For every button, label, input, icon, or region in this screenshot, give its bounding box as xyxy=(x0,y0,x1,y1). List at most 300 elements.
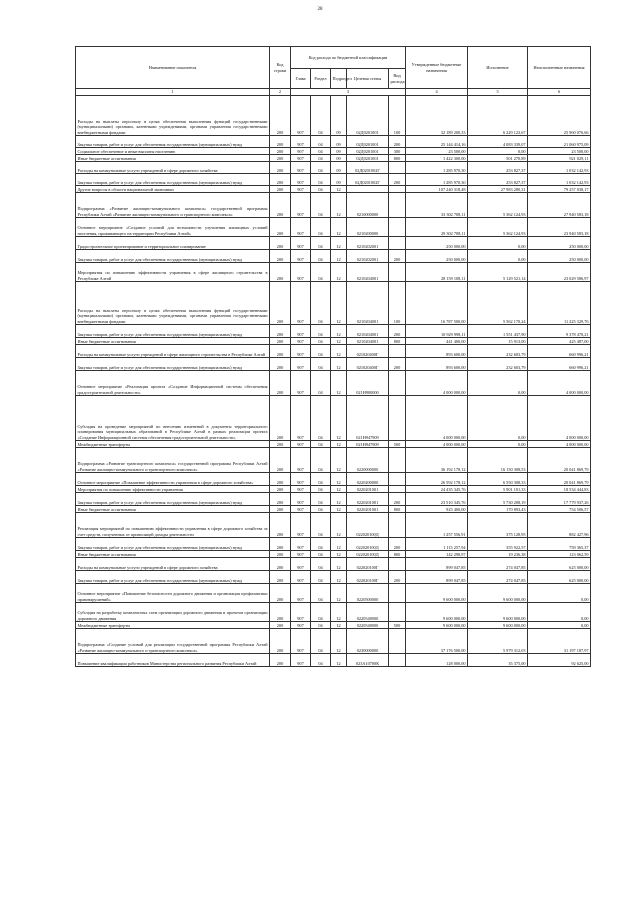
row-target: 0220500000 xyxy=(347,584,389,603)
row-podrazdel: 12 xyxy=(331,193,347,218)
row-podrazdel: 12 xyxy=(331,513,347,538)
column-number: 3 xyxy=(291,89,406,96)
row-unexecuted: 4 000 000,00 xyxy=(528,371,591,396)
row-executed: 232 603,79 xyxy=(468,358,528,371)
row-executed: 232 603,79 xyxy=(468,345,528,358)
row-executed: 15 913,00 xyxy=(468,338,528,345)
table-row xyxy=(76,358,591,371)
row-glava: 907 xyxy=(291,654,311,667)
row-podrazdel: 12 xyxy=(331,551,347,558)
row-razdel: 04 xyxy=(311,622,331,629)
row-glava: 907 xyxy=(291,96,311,136)
row-unexecuted: 660 996,21 xyxy=(528,358,591,371)
row-target: 0220000000 xyxy=(347,448,389,473)
row-razdel: 04 xyxy=(311,506,331,513)
row-unexecuted: 1 032 142,93 xyxy=(528,162,591,174)
row-name: Субсидия на проведение мероприятий по внесению изменений в документы территориального планирования муниципальных образований в Республике Алтай в рамках реализации проекта «Создание Информационной системы обеспечения градостроительной деятельности» xyxy=(76,396,270,441)
row-executed: 0,00 xyxy=(468,237,528,250)
row-name: Иные бюджетные ассигнования xyxy=(76,506,270,513)
row-code-line: 200 xyxy=(270,558,291,571)
row-code-line: 200 xyxy=(270,506,291,513)
row-code-line: 200 xyxy=(270,654,291,667)
table-row xyxy=(76,193,591,218)
row-podrazdel: 12 xyxy=(331,396,347,441)
row-target: 0220201001 xyxy=(347,486,389,493)
row-code-line: 200 xyxy=(270,345,291,358)
row-unexecuted: 123 062,59 xyxy=(528,551,591,558)
row-razdel: 04 xyxy=(311,441,331,448)
row-razdel: 04 xyxy=(311,371,331,396)
row-podrazdel: 12 xyxy=(331,441,347,448)
row-name: Субсидия на разработку комплексных схем организации дорожного движения и проектов организации дорожного движения xyxy=(76,603,270,622)
row-code-line: 200 xyxy=(270,193,291,218)
row-podrazdel: 09 xyxy=(331,155,347,162)
row-target: 0210202001 xyxy=(347,237,389,250)
row-podrazdel: 12 xyxy=(331,622,347,629)
table-row xyxy=(76,250,591,263)
row-name: Закупка товаров, работ и услуг для обеспечения государственных (муниципальных) нужд xyxy=(76,538,270,551)
row-unexecuted: 20 041 869,79 xyxy=(528,473,591,486)
table-row xyxy=(76,622,591,629)
row-name: Расходы на коммунальные услуги учреждений в сфере дорожного хозяйства xyxy=(76,162,270,174)
row-approved: 16 787 500,00 xyxy=(406,282,468,325)
row-razdel: 04 xyxy=(311,250,331,263)
row-glava: 907 xyxy=(291,282,311,325)
header-unexecuted: Неисполненные назначения xyxy=(528,47,591,89)
row-glava: 907 xyxy=(291,493,311,506)
row-executed: 253 827,37 xyxy=(468,162,528,174)
column-number: 2 xyxy=(270,89,291,96)
row-razdel: 04 xyxy=(311,654,331,667)
row-code-line: 200 xyxy=(270,493,291,506)
row-expense-type xyxy=(389,584,406,603)
row-name: Расходы на выплаты персоналу в целях обеспечения выполнения функций государственными (муниципальными) органами, казенными учреждениями, органами управления государственными внебюджетными фондами xyxy=(76,96,270,136)
row-executed: 0,00 xyxy=(468,371,528,396)
row-expense-type xyxy=(389,263,406,282)
row-expense-type: 800 xyxy=(389,155,406,162)
table-row xyxy=(76,282,591,325)
row-name: Основное мероприятие «Реализация проекта «Создание Информационной системы обеспечения градостроительной деятельности» xyxy=(76,371,270,396)
table-row xyxy=(76,162,591,174)
row-target: 0220201001 xyxy=(347,493,389,506)
row-target: 022020100Г xyxy=(347,558,389,571)
row-razdel: 04 xyxy=(311,237,331,250)
row-target: 023А10700К xyxy=(347,654,389,667)
row-glava: 907 xyxy=(291,174,311,186)
row-unexecuted: 1 032 142,93 xyxy=(528,174,591,186)
row-unexecuted: 92 625,00 xyxy=(528,654,591,667)
row-expense-type: 800 xyxy=(389,551,406,558)
row-glava: 907 xyxy=(291,506,311,513)
row-target: 0230000000 xyxy=(347,629,389,654)
row-razdel: 04 xyxy=(311,174,331,186)
row-expense-type: 500 xyxy=(389,441,406,448)
row-approved: 250 000,00 xyxy=(406,237,468,250)
row-executed: 5 362 124,93 xyxy=(468,193,528,218)
table-row xyxy=(76,629,591,654)
row-executed: 35 375,00 xyxy=(468,654,528,667)
row-target: 02Д0201002Г xyxy=(347,174,389,186)
row-expense-type xyxy=(389,654,406,667)
row-code-line: 200 xyxy=(270,96,291,136)
row-executed: 16 150 308,53 xyxy=(468,448,528,473)
row-approved: 33 302 708,11 xyxy=(406,193,468,218)
row-podrazdel: 12 xyxy=(331,538,347,551)
row-unexecuted: 11 225 329,76 xyxy=(528,282,591,325)
row-code-line: 200 xyxy=(270,622,291,629)
row-executed: 0,00 xyxy=(468,250,528,263)
column-number: 4 xyxy=(406,89,468,96)
row-unexecuted: 18 534 444,83 xyxy=(528,486,591,493)
row-unexecuted: 882 427,96 xyxy=(528,513,591,538)
row-razdel: 04 xyxy=(311,558,331,571)
row-glava: 907 xyxy=(291,136,311,148)
row-name: Градостроительное проектирование и территориальное планирование xyxy=(76,237,270,250)
row-podrazdel: 12 xyxy=(331,506,347,513)
row-expense-type xyxy=(389,486,406,493)
table-row xyxy=(76,448,591,473)
row-razdel: 04 xyxy=(311,263,331,282)
row-approved: 28 159 108,11 xyxy=(406,263,468,282)
row-unexecuted: 23 500,00 xyxy=(528,148,591,155)
table-row xyxy=(76,148,591,155)
row-podrazdel: 12 xyxy=(331,325,347,338)
row-expense-type: 100 xyxy=(389,282,406,325)
row-podrazdel: 12 xyxy=(331,629,347,654)
row-expense-type xyxy=(389,603,406,622)
row-name: Реализация мероприятий по повышению эффективности управления в сфере дорожного хозяйства за счет средств, полученных от приносящей доходы деятельности xyxy=(76,513,270,538)
row-podrazdel: 12 xyxy=(331,584,347,603)
row-approved: 1 422 300,00 xyxy=(406,155,468,162)
row-executed: 1 551 437,90 xyxy=(468,325,528,338)
column-number: 5 xyxy=(468,89,528,96)
row-target: 021020400Г xyxy=(347,345,389,358)
row-target: 022020100Г xyxy=(347,571,389,584)
row-name: Подпрограмма «Создание условий для реализации государственной программы Республики Алтай «Развитие жилищно-коммунального и транспортного комплекса» xyxy=(76,629,270,654)
row-name: Иные бюджетные ассигнования xyxy=(76,155,270,162)
table-row xyxy=(76,506,591,513)
row-expense-type xyxy=(389,237,406,250)
row-glava: 907 xyxy=(291,513,311,538)
row-target: 022020100Д xyxy=(347,538,389,551)
row-unexecuted: 921 029,11 xyxy=(528,155,591,162)
row-code-line: 200 xyxy=(270,162,291,174)
row-executed: 9 600 000,00 xyxy=(468,603,528,622)
row-expense-type: 200 xyxy=(389,358,406,371)
row-executed: 274 047,85 xyxy=(468,558,528,571)
table-row xyxy=(76,136,591,148)
row-code-line: 200 xyxy=(270,338,291,345)
row-unexecuted: 9 378 470,21 xyxy=(528,325,591,338)
row-code-line: 200 xyxy=(270,551,291,558)
row-expense-type xyxy=(389,396,406,441)
column-number: 1 xyxy=(76,89,270,96)
table-row xyxy=(76,218,591,237)
row-executed: 4 083 339,07 xyxy=(468,136,528,148)
row-executed: 170 893,43 xyxy=(468,506,528,513)
row-code-line: 200 xyxy=(270,155,291,162)
row-razdel: 04 xyxy=(311,473,331,486)
row-target: 0210200000 xyxy=(347,218,389,237)
row-name: Иные бюджетные ассигнования xyxy=(76,338,270,345)
row-podrazdel: 09 xyxy=(331,162,347,174)
row-podrazdel: 12 xyxy=(331,558,347,571)
row-unexecuted: 31 197 187,97 xyxy=(528,629,591,654)
row-razdel: 04 xyxy=(311,338,331,345)
column-number: 6 xyxy=(528,89,591,96)
row-glava: 907 xyxy=(291,629,311,654)
row-podrazdel: 12 xyxy=(331,571,347,584)
table-row xyxy=(76,486,591,493)
row-unexecuted: 20 041 869,79 xyxy=(528,448,591,473)
row-approved: 4 000 000,00 xyxy=(406,396,468,441)
row-name: Социальное обеспечение и иные выплаты населению xyxy=(76,148,270,155)
row-razdel: 04 xyxy=(311,325,331,338)
row-executed: 0,00 xyxy=(468,441,528,448)
row-executed: 375 128,95 xyxy=(468,513,528,538)
row-glava: 907 xyxy=(291,218,311,237)
row-name: Закупка товаров, работ и услуг для обеспечения государственных (муниципальных) нужд xyxy=(76,358,270,371)
row-expense-type: 800 xyxy=(389,506,406,513)
row-code-line: 200 xyxy=(270,629,291,654)
row-approved: 1 285 970,30 xyxy=(406,174,468,186)
row-approved: 23 510 345,76 xyxy=(406,493,468,506)
row-expense-type: 200 xyxy=(389,493,406,506)
row-name: Расходы на выплаты персоналу в целях обеспечения выполнения функций государственными (муниципальными) органами, казенными учреждениями, органами управления государственными внебюджетными фондами xyxy=(76,282,270,325)
row-approved: 9 600 000,00 xyxy=(406,603,468,622)
row-expense-type xyxy=(389,218,406,237)
row-expense-type: 200 xyxy=(389,538,406,551)
row-glava: 907 xyxy=(291,396,311,441)
row-code-line: 200 xyxy=(270,174,291,186)
row-podrazdel: 09 xyxy=(331,174,347,186)
table-row xyxy=(76,493,591,506)
row-expense-type xyxy=(389,162,406,174)
row-target: 0210000000 xyxy=(347,193,389,218)
row-executed: 253 827,37 xyxy=(468,174,528,186)
table-row xyxy=(76,558,591,571)
table-row xyxy=(76,584,591,603)
row-approved: 128 000,00 xyxy=(406,654,468,667)
row-razdel: 04 xyxy=(311,218,331,237)
row-expense-type: 200 xyxy=(389,136,406,148)
row-code-line: 200 xyxy=(270,136,291,148)
header-executed: Исполнение xyxy=(468,47,528,89)
row-target: 0210204001 xyxy=(347,338,389,345)
row-name: Межбюджетные трансферты xyxy=(76,441,270,448)
row-target: 021Н947909 xyxy=(347,396,389,441)
row-podrazdel: 12 xyxy=(331,345,347,358)
row-glava: 907 xyxy=(291,584,311,603)
row-target: 0220548000 xyxy=(347,622,389,629)
row-name: Другие вопросы в области национальной экономики xyxy=(76,186,270,193)
row-name: Закупка товаров, работ и услуг для обеспечения государственных (муниципальных) нужд xyxy=(76,493,270,506)
row-approved: 29 302 708,11 xyxy=(406,218,468,237)
row-target: 0220548000 xyxy=(347,603,389,622)
row-executed: 5 730 208,19 xyxy=(468,493,528,506)
table-row xyxy=(76,155,591,162)
table-row xyxy=(76,513,591,538)
header-glava: Глава xyxy=(291,69,311,89)
row-podrazdel: 12 xyxy=(331,654,347,667)
row-name: Межбюджетные трансферты xyxy=(76,622,270,629)
row-glava: 907 xyxy=(291,338,311,345)
row-podrazdel: 12 xyxy=(331,282,347,325)
row-glava: 907 xyxy=(291,538,311,551)
row-name: Подпрограмма «Развитие транспортного комплекса» государственной программы Республики Алтай «Развитие жилищно-коммунального и транспортного комплекса» xyxy=(76,448,270,473)
row-executed: 5 129 521,14 xyxy=(468,263,528,282)
row-glava: 907 xyxy=(291,371,311,396)
row-podrazdel: 12 xyxy=(331,486,347,493)
row-glava: 907 xyxy=(291,237,311,250)
row-code-line: 200 xyxy=(270,448,291,473)
table-row xyxy=(76,263,591,282)
row-approved: 1 285 970,30 xyxy=(406,162,468,174)
row-target: 0210204001 xyxy=(347,325,389,338)
row-code-line: 200 xyxy=(270,263,291,282)
row-target: 0210204001 xyxy=(347,263,389,282)
table-row xyxy=(76,96,591,136)
row-razdel: 04 xyxy=(311,193,331,218)
table-row xyxy=(76,538,591,551)
row-podrazdel: 12 xyxy=(331,263,347,282)
row-podrazdel: 12 xyxy=(331,473,347,486)
row-approved: 250 000,00 xyxy=(406,250,468,263)
row-name: Мероприятия по повышению эффективности управления в сфере жилищного строительства в Республике Алтай xyxy=(76,263,270,282)
row-target: 02Д0201001 xyxy=(347,136,389,148)
row-executed: 501 270,89 xyxy=(468,155,528,162)
row-name: Расходы на коммунальные услуги учреждений в сфере жилищного строительства в Республике Алтай xyxy=(76,345,270,358)
row-expense-type xyxy=(389,558,406,571)
row-razdel: 04 xyxy=(311,513,331,538)
row-code-line: 200 xyxy=(270,538,291,551)
row-approved: 36 192 178,12 xyxy=(406,448,468,473)
table-row xyxy=(76,174,591,186)
row-razdel: 04 xyxy=(311,358,331,371)
row-executed: 5 562 170,24 xyxy=(468,282,528,325)
row-unexecuted: 250 000,00 xyxy=(528,250,591,263)
row-razdel: 04 xyxy=(311,396,331,441)
row-glava: 907 xyxy=(291,571,311,584)
row-executed: 355 922,57 xyxy=(468,538,528,551)
row-glava: 907 xyxy=(291,558,311,571)
row-name: Повышение квалификации работников Министерства регионального развития Республики Алтай xyxy=(76,654,270,667)
row-expense-type: 200 xyxy=(389,571,406,584)
row-unexecuted: 79 257 038,17 xyxy=(528,186,591,193)
row-target: 02Д0201001 xyxy=(347,96,389,136)
row-razdel: 04 xyxy=(311,162,331,174)
row-unexecuted: 27 940 583,18 xyxy=(528,193,591,218)
row-podrazdel: 12 xyxy=(331,237,347,250)
row-razdel: 04 xyxy=(311,493,331,506)
row-code-line: 200 xyxy=(270,473,291,486)
row-name: Подпрограмма «Развитие жилищно-коммунального комплекса» государственной программы Республики Алтай «Развитие жилищно-коммунального и транспортного комплекса» xyxy=(76,193,270,218)
row-approved: 925 400,00 xyxy=(406,506,468,513)
row-code-line: 200 xyxy=(270,603,291,622)
row-expense-type: 100 xyxy=(389,96,406,136)
header-budget-code: Код расхода по бюджетной классификации xyxy=(291,47,406,69)
row-name: Основное мероприятие «Создание условий для возможности улучшения жилищных условий населения, проживающего на территории Республики Алтай» xyxy=(76,218,270,237)
row-code-line: 200 xyxy=(270,282,291,325)
row-unexecuted: 250 000,00 xyxy=(528,237,591,250)
row-glava: 907 xyxy=(291,148,311,155)
row-expense-type xyxy=(389,193,406,218)
row-expense-type: 500 xyxy=(389,622,406,629)
row-unexecuted: 23 029 586,97 xyxy=(528,263,591,282)
row-approved: 142 298,97 xyxy=(406,551,468,558)
row-glava: 907 xyxy=(291,325,311,338)
table-row xyxy=(76,441,591,448)
row-approved: 899 047,85 xyxy=(406,558,468,571)
row-code-line: 200 xyxy=(270,371,291,396)
header-expense-type: Вид расхода xyxy=(389,69,406,89)
row-podrazdel: 12 xyxy=(331,250,347,263)
row-unexecuted: 660 996,21 xyxy=(528,345,591,358)
row-executed: 5 901 101,33 xyxy=(468,486,528,493)
row-unexecuted: 23 940 583,18 xyxy=(528,218,591,237)
row-podrazdel: 09 xyxy=(331,148,347,155)
header-code-line: Код строки xyxy=(270,47,291,89)
row-razdel: 04 xyxy=(311,538,331,551)
row-glava: 907 xyxy=(291,622,311,629)
row-unexecuted: 25 960 076,66 xyxy=(528,96,591,136)
row-executed: 0,00 xyxy=(468,396,528,441)
row-podrazdel: 12 xyxy=(331,371,347,396)
row-glava: 907 xyxy=(291,250,311,263)
row-expense-type xyxy=(389,513,406,538)
row-unexecuted: 17 779 937,26 xyxy=(528,493,591,506)
row-code-line: 200 xyxy=(270,584,291,603)
row-target: 022020100Д xyxy=(347,513,389,538)
table-row xyxy=(76,237,591,250)
row-unexecuted: 21 060 975,09 xyxy=(528,136,591,148)
row-target: 0210202001 xyxy=(347,250,389,263)
table-row xyxy=(76,603,591,622)
row-expense-type: 200 xyxy=(389,250,406,263)
header-name: Наименование показателя xyxy=(76,47,270,89)
row-razdel: 04 xyxy=(311,155,331,162)
row-approved: 32 189 200,33 xyxy=(406,96,468,136)
row-unexecuted: 625 000,00 xyxy=(528,571,591,584)
row-glava: 907 xyxy=(291,162,311,174)
row-glava: 907 xyxy=(291,155,311,162)
row-approved: 23 500,00 xyxy=(406,148,468,155)
row-name: Мероприятия по повышению эффективности управления xyxy=(76,486,270,493)
table-row xyxy=(76,338,591,345)
row-target: 021Н900000 xyxy=(347,371,389,396)
row-glava: 907 xyxy=(291,603,311,622)
row-podrazdel: 12 xyxy=(331,603,347,622)
table-row xyxy=(76,371,591,396)
row-target: 0220200000 xyxy=(347,473,389,486)
row-podrazdel: 12 xyxy=(331,338,347,345)
row-executed: 0,00 xyxy=(468,148,528,155)
header-target: Целевая статья xyxy=(347,69,389,89)
row-name: Иные бюджетные ассигнования xyxy=(76,551,270,558)
row-code-line: 200 xyxy=(270,237,291,250)
row-name: Закупка товаров, работ и услуг для обеспечения государственных (муниципальных) нужд xyxy=(76,174,270,186)
row-target: 02Д0201002Г xyxy=(347,162,389,174)
row-approved: 4 000 000,00 xyxy=(406,371,468,396)
row-approved: 893 600,00 xyxy=(406,358,468,371)
header-podrazdel: Подраздел xyxy=(331,69,347,89)
row-target: 021Н947909 xyxy=(347,441,389,448)
row-target: 0210204001 xyxy=(347,282,389,325)
row-podrazdel: 12 xyxy=(331,186,347,193)
row-executed: 6 229 123,67 xyxy=(468,96,528,136)
row-approved: 9 600 000,00 xyxy=(406,584,468,603)
row-glava: 907 xyxy=(291,486,311,493)
